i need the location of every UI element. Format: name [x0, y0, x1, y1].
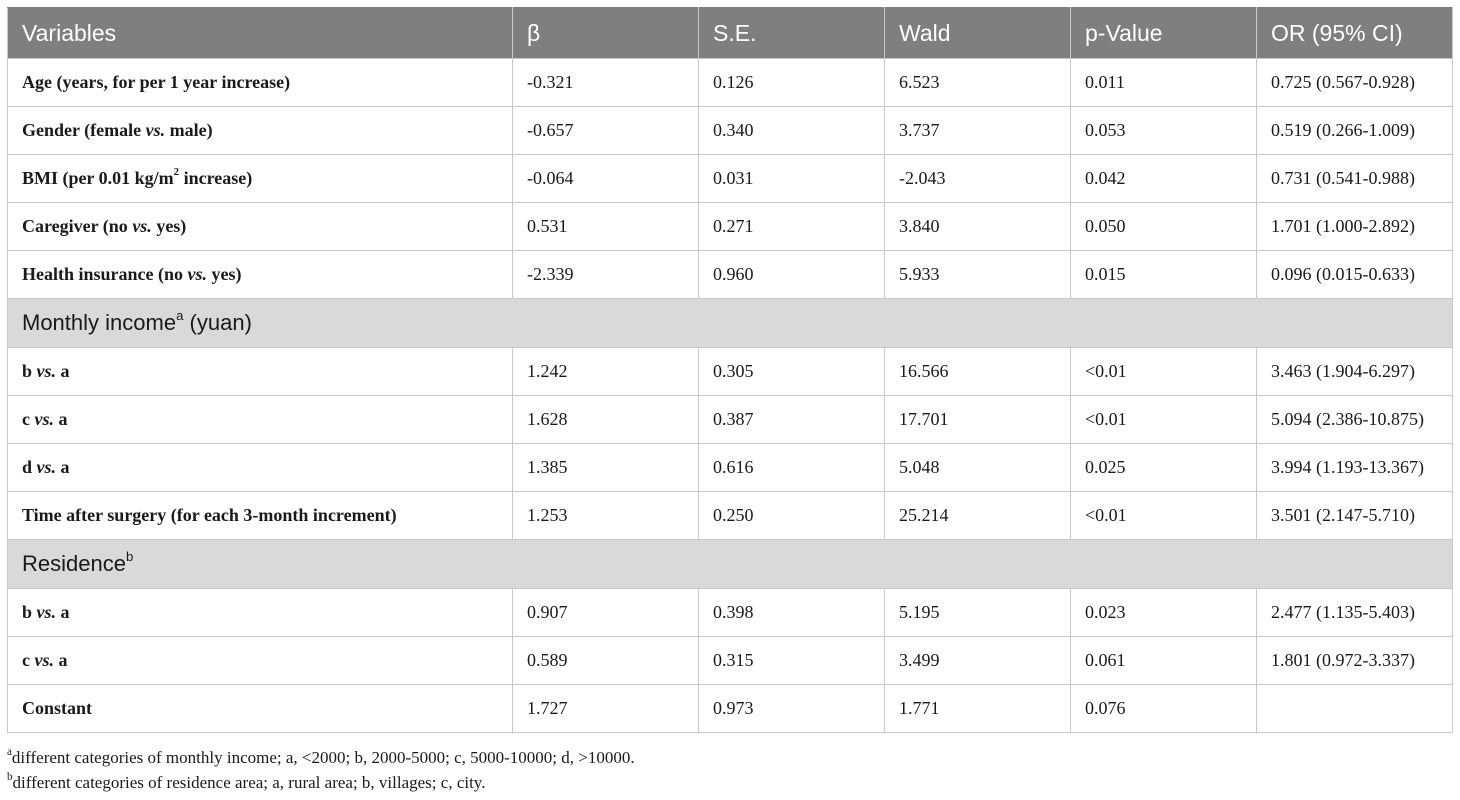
p-value-cell: <0.01	[1071, 492, 1257, 540]
header-wald: Wald	[885, 8, 1071, 59]
wald-cell: 5.933	[885, 251, 1071, 299]
variable-text: b	[22, 361, 37, 381]
regression-table	[7, 7, 1453, 733]
footnotes	[7, 745, 635, 795]
se-cell: 0.398	[699, 589, 885, 637]
variable-text-suffix: yes)	[207, 264, 242, 284]
variable-cell	[8, 348, 513, 396]
variable-cell	[8, 637, 513, 685]
se-cell: 0.250	[699, 492, 885, 540]
p-value-cell: 0.061	[1071, 637, 1257, 685]
table-row	[8, 251, 1453, 299]
or-ci-cell: 1.701 (1.000-2.892)	[1257, 203, 1453, 251]
wald-cell: -2.043	[885, 155, 1071, 203]
header-p-value: p-Value	[1071, 8, 1257, 59]
table-row	[8, 589, 1453, 637]
or-ci-cell: 1.801 (0.972-3.337)	[1257, 637, 1453, 685]
variable-text: Time after surgery (for each 3-month increment)	[22, 505, 397, 525]
versus-text: vs.	[132, 216, 152, 236]
variable-text: Gender (female	[22, 120, 146, 140]
p-value-cell: 0.025	[1071, 444, 1257, 492]
footnote	[7, 745, 635, 770]
variable-text-suffix: male)	[165, 120, 213, 140]
variable-text: Health insurance (no	[22, 264, 188, 284]
p-value-cell: 0.011	[1071, 59, 1257, 107]
variable-text-suffix: a	[56, 361, 70, 381]
variable-text-suffix: increase)	[179, 168, 253, 188]
beta-cell: 1.253	[513, 492, 699, 540]
p-value-cell: 0.023	[1071, 589, 1257, 637]
versus-text: vs.	[145, 120, 166, 140]
header-se: S.E.	[699, 8, 885, 59]
footnote-mark: a	[7, 745, 12, 758]
variable-text-suffix: (yuan)	[183, 310, 252, 335]
se-cell: 0.616	[699, 444, 885, 492]
variable-text: BMI (per 0.01 kg/m	[22, 168, 174, 188]
variable-text-suffix: a	[56, 457, 70, 477]
table-row	[8, 203, 1453, 251]
or-ci-cell	[1257, 685, 1453, 733]
header-variables: Variables	[8, 8, 513, 59]
versus-text: vs.	[34, 650, 54, 670]
versus-text: vs.	[187, 264, 208, 284]
variable-cell	[8, 59, 513, 107]
beta-cell: -0.321	[513, 59, 699, 107]
variable-text: Age (years, for per 1 year increase)	[22, 72, 291, 92]
versus-text: vs.	[34, 409, 54, 429]
or-ci-cell: 0.731 (0.541-0.988)	[1257, 155, 1453, 203]
wald-cell: 3.499	[885, 637, 1071, 685]
variable-text: Monthly income	[22, 310, 177, 335]
wald-cell: 3.840	[885, 203, 1071, 251]
wald-cell: 5.048	[885, 444, 1071, 492]
se-cell: 0.305	[699, 348, 885, 396]
footnote-text: different categories of monthly income; a, <2000; b, 2000-5000; c, 5000-10000; d, >10000.	[11, 748, 635, 767]
beta-cell: -0.064	[513, 155, 699, 203]
se-cell: 0.340	[699, 107, 885, 155]
table-row	[8, 492, 1453, 540]
table-row	[8, 348, 1453, 396]
header-beta: β	[513, 8, 699, 59]
variable-text: c	[22, 650, 35, 670]
table-row	[8, 444, 1453, 492]
table-row	[8, 685, 1453, 733]
or-ci-cell: 5.094 (2.386-10.875)	[1257, 396, 1453, 444]
section-row	[8, 540, 1453, 589]
header-row	[8, 8, 1453, 59]
p-value-cell: 0.053	[1071, 107, 1257, 155]
variable-text: Caregiver (no	[22, 216, 133, 236]
beta-cell: 1.385	[513, 444, 699, 492]
wald-cell: 17.701	[885, 396, 1071, 444]
variable-text-suffix: yes)	[151, 216, 187, 236]
beta-cell: 0.907	[513, 589, 699, 637]
header-or-ci: OR (95% CI)	[1257, 8, 1453, 59]
wald-cell: 1.771	[885, 685, 1071, 733]
variable-text-suffix: a	[56, 602, 70, 622]
beta-cell: 1.727	[513, 685, 699, 733]
variable-cell	[8, 107, 513, 155]
wald-cell: 25.214	[885, 492, 1071, 540]
or-ci-cell: 0.519 (0.266-1.009)	[1257, 107, 1453, 155]
beta-cell: -2.339	[513, 251, 699, 299]
se-cell: 0.315	[699, 637, 885, 685]
footnote-mark: b	[7, 770, 13, 783]
beta-cell: 1.628	[513, 396, 699, 444]
superscript: 2	[173, 166, 180, 179]
variable-cell	[8, 444, 513, 492]
se-cell: 0.271	[699, 203, 885, 251]
se-cell: 0.031	[699, 155, 885, 203]
or-ci-cell: 3.501 (2.147-5.710)	[1257, 492, 1453, 540]
variable-text: Constant	[22, 698, 93, 718]
se-cell: 0.960	[699, 251, 885, 299]
variable-cell	[8, 492, 513, 540]
regression-table-container	[7, 7, 1452, 733]
p-value-cell: 0.042	[1071, 155, 1257, 203]
table-row	[8, 396, 1453, 444]
footnote	[7, 770, 635, 795]
p-value-cell: 0.050	[1071, 203, 1257, 251]
wald-cell: 6.523	[885, 59, 1071, 107]
section-row	[8, 299, 1453, 348]
se-cell: 0.387	[699, 396, 885, 444]
variable-text: Residence	[22, 551, 126, 576]
p-value-cell: <0.01	[1071, 348, 1257, 396]
beta-cell: -0.657	[513, 107, 699, 155]
variable-text: d	[22, 457, 37, 477]
variable-text-suffix: a	[54, 409, 68, 429]
variable-cell	[8, 589, 513, 637]
or-ci-cell: 3.463 (1.904-6.297)	[1257, 348, 1453, 396]
beta-cell: 0.589	[513, 637, 699, 685]
section-label	[8, 299, 1453, 348]
or-ci-cell: 2.477 (1.135-5.403)	[1257, 589, 1453, 637]
superscript: a	[176, 307, 184, 323]
variable-cell	[8, 396, 513, 444]
versus-text: vs.	[36, 602, 57, 622]
p-value-cell: 0.076	[1071, 685, 1257, 733]
wald-cell: 5.195	[885, 589, 1071, 637]
table-row	[8, 107, 1453, 155]
variable-text-suffix: a	[54, 650, 68, 670]
variable-text: c	[22, 409, 35, 429]
variable-cell	[8, 155, 513, 203]
table-row	[8, 155, 1453, 203]
variable-text: b	[22, 602, 37, 622]
wald-cell: 16.566	[885, 348, 1071, 396]
p-value-cell: 0.015	[1071, 251, 1257, 299]
superscript: b	[125, 548, 134, 564]
section-label	[8, 540, 1453, 589]
or-ci-cell: 3.994 (1.193-13.367)	[1257, 444, 1453, 492]
p-value-cell: <0.01	[1071, 396, 1257, 444]
or-ci-cell: 0.725 (0.567-0.928)	[1257, 59, 1453, 107]
beta-cell: 1.242	[513, 348, 699, 396]
versus-text: vs.	[36, 457, 57, 477]
or-ci-cell: 0.096 (0.015-0.633)	[1257, 251, 1453, 299]
variable-cell	[8, 251, 513, 299]
variable-cell	[8, 203, 513, 251]
table-body	[8, 59, 1453, 733]
se-cell: 0.126	[699, 59, 885, 107]
table-row	[8, 637, 1453, 685]
se-cell: 0.973	[699, 685, 885, 733]
table-row	[8, 59, 1453, 107]
versus-text: vs.	[36, 361, 57, 381]
wald-cell: 3.737	[885, 107, 1071, 155]
variable-cell	[8, 685, 513, 733]
footnote-text: different categories of residence area; a, rural area; b, villages; c, city.	[12, 773, 486, 792]
beta-cell: 0.531	[513, 203, 699, 251]
